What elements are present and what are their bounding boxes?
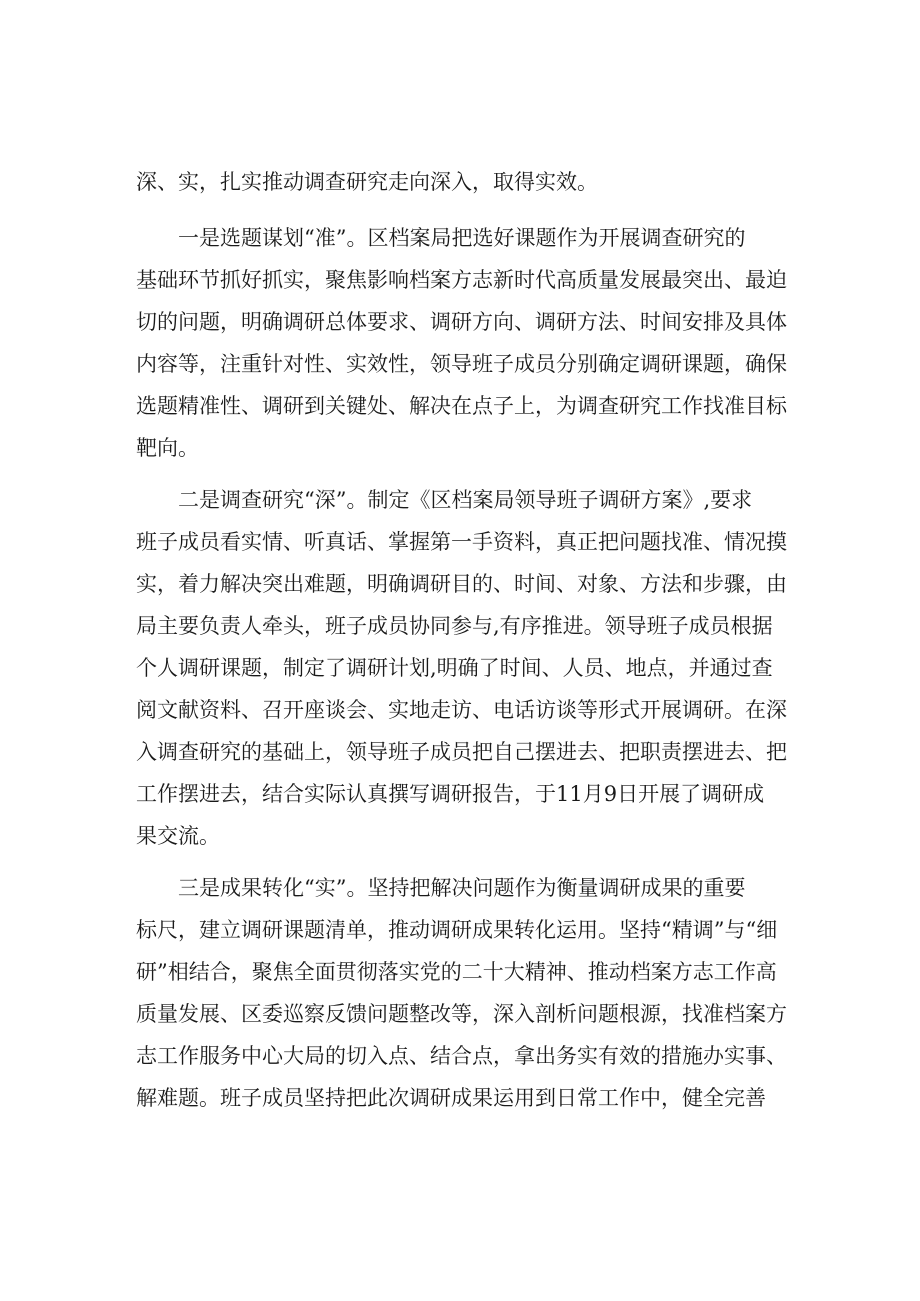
text-line: 靶向。 xyxy=(136,436,199,460)
paragraph-3-first-line: 三是成果转化“实”。坚持把解决问题作为衡量调研成果的重要 xyxy=(178,876,746,900)
text-line: 标尺，建立调研课题清单，推动调研成果转化运用。坚持“精调”与“细 xyxy=(136,918,778,942)
paragraph-1-first-line: 一是选题谋划“准”。区档案局把选好课题作为开展调查研究的 xyxy=(178,226,746,250)
text-line: 解难题。班子成员坚持把此次调研成果运用到日常工作中，健全完善 xyxy=(136,1086,766,1110)
text-line: 阅文献资料、召开座谈会、实地走访、电话访谈等形式开展调研。在深 xyxy=(136,698,787,722)
text-line: 个人调研课题，制定了调研计划,明确了时间、人员、地点，并通过查 xyxy=(136,656,773,680)
text-line: 入调查研究的基础上，领导班子成员把自己摆进去、把职责摆进去、把 xyxy=(136,740,787,764)
text-line: 研”相结合，聚焦全面贯彻落实党的二十大精神、推动档案方志工作高 xyxy=(136,960,777,984)
text-line: 实，着力解决突出难题，明确调研目的、时间、对象、方法和步骤，由 xyxy=(136,572,787,596)
text-line: 志工作服务中心大局的切入点、结合点，拿出务实有效的措施办实事、 xyxy=(136,1044,787,1068)
text-line: 选题精准性、调研到关键处、解决在点子上，为调查研究工作找准目标 xyxy=(136,394,787,418)
text-line: 内容等，注重针对性、实效性，领导班子成员分别确定调研课题，确保 xyxy=(136,352,787,376)
text-line: 基础环节抓好抓实，聚焦影响档案方志新时代高质量发展最突出、最迫 xyxy=(136,268,787,292)
text-line: 班子成员看实情、听真话、掌握第一手资料，真正把问题找准、情况摸 xyxy=(136,530,787,554)
paragraph-2-first-line: 二是调查研究“深”。制定《区档案局领导班子调研方案》,要求 xyxy=(178,488,753,512)
text-line: 质量发展、区委巡察反馈问题整改等，深入剖析问题根源，找准档案方 xyxy=(136,1002,787,1026)
text-line: 果交流。 xyxy=(136,824,220,848)
text-line: 深、实，扎实推动调查研究走向深入，取得实效。 xyxy=(136,170,598,194)
text-line: 切的问题，明确调研总体要求、调研方向、调研方法、时间安排及具体 xyxy=(136,310,787,334)
text-line: 工作摆进去，结合实际认真撰写调研报告，于11月9日开展了调研成 xyxy=(136,782,765,806)
text-line: 局主要负责人牵头，班子成员协同参与,有序推进。领导班子成员根据 xyxy=(136,614,773,638)
